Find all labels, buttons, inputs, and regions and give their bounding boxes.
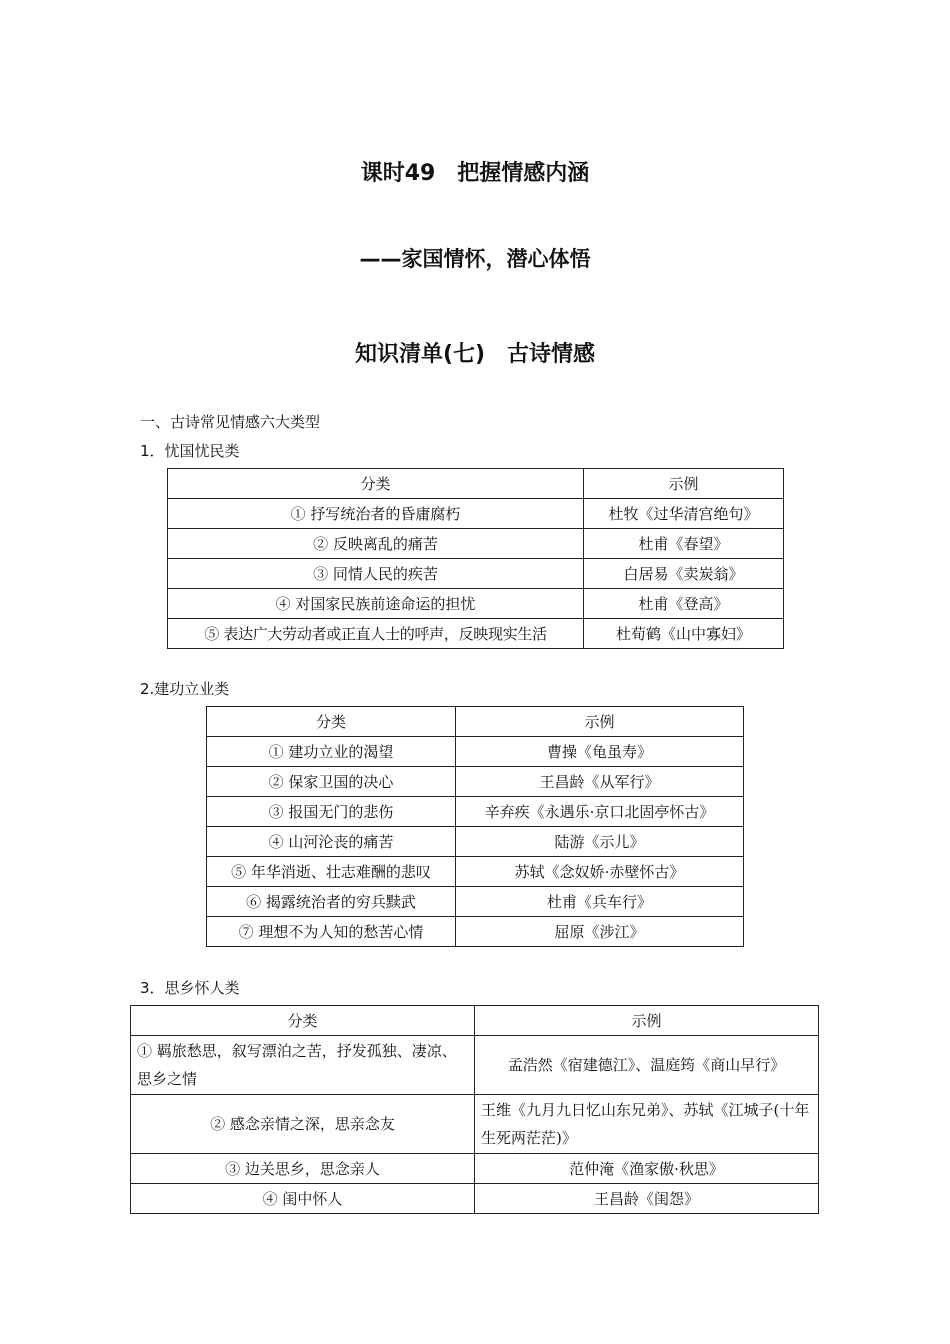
table-row xyxy=(168,499,784,529)
category-cell: ② 保家卫国的决心 xyxy=(207,767,456,797)
group1-heading: 1．忧国忧民类 xyxy=(140,442,240,460)
example-cell: 杜甫《兵车行》 xyxy=(456,887,744,917)
example-cell: 陆游《示儿》 xyxy=(456,827,744,857)
table-row xyxy=(207,797,744,827)
table-row xyxy=(207,887,744,917)
example-cell: 杜甫《登高》 xyxy=(584,589,784,619)
category-cell: ⑤ 表达广大劳动者或正直人士的呼声，反映现实生活 xyxy=(168,619,584,649)
lesson-title: 课时49 把握情感内涵 xyxy=(360,161,590,186)
example-cell: 杜甫《春望》 xyxy=(584,529,784,559)
group2-table xyxy=(206,706,744,947)
example-header: 示例 xyxy=(475,1006,819,1036)
table-row xyxy=(168,619,784,649)
group2-heading: 2.建功立业类 xyxy=(140,680,230,698)
category-cell: ④ 山河沦丧的痛苦 xyxy=(207,827,456,857)
example-cell: 杜荀鹤《山中寡妇》 xyxy=(584,619,784,649)
table-row xyxy=(207,917,744,947)
table-row xyxy=(131,1095,819,1154)
example-header: 示例 xyxy=(584,469,784,499)
section-heading: 一、古诗常见情感六大类型 xyxy=(140,413,321,431)
category-cell: ⑦ 理想不为人知的愁苦心情 xyxy=(207,917,456,947)
category-cell: ④ 闺中怀人 xyxy=(131,1184,475,1214)
category-cell: ⑤ 年华消逝、壮志难酬的悲叹 xyxy=(207,857,456,887)
table-row xyxy=(207,857,744,887)
category-cell: ① 羁旅愁思，叙写漂泊之苦，抒发孤独、凄凉、思乡之情 xyxy=(131,1036,475,1095)
example-cell: 王维《九月九日忆山东兄弟》、苏轼《江城子(十年生死两茫茫)》 xyxy=(475,1095,819,1154)
knowledge-list-title: 知识清单(七) 古诗情感 xyxy=(354,342,596,367)
example-cell: 曹操《龟虽寿》 xyxy=(456,737,744,767)
category-cell: ② 感念亲情之深，思亲念友 xyxy=(131,1095,475,1154)
group1-table xyxy=(167,468,784,649)
table-row xyxy=(168,589,784,619)
category-header: 分类 xyxy=(131,1006,475,1036)
example-cell: 王昌龄《闺怨》 xyxy=(475,1184,819,1214)
table-row xyxy=(207,737,744,767)
group3-heading: 3．思乡怀人类 xyxy=(140,979,240,997)
example-cell: 屈原《涉江》 xyxy=(456,917,744,947)
table-row xyxy=(131,1036,819,1095)
category-cell: ② 反映离乱的痛苦 xyxy=(168,529,584,559)
table-row xyxy=(207,767,744,797)
table-row xyxy=(131,1154,819,1184)
table-row xyxy=(207,827,744,857)
example-cell: 杜牧《过华清宫绝句》 xyxy=(584,499,784,529)
category-cell: ③ 同情人民的疾苦 xyxy=(168,559,584,589)
lesson-subtitle: ——家国情怀，潜心体悟 xyxy=(359,247,591,271)
table-row xyxy=(131,1184,819,1214)
example-cell: 苏轼《念奴娇·赤壁怀古》 xyxy=(456,857,744,887)
example-cell: 范仲淹《渔家傲·秋思》 xyxy=(475,1154,819,1184)
table-row xyxy=(168,559,784,589)
category-cell: ① 建功立业的渴望 xyxy=(207,737,456,767)
table-header-row xyxy=(131,1006,819,1036)
category-cell: ① 抒写统治者的昏庸腐朽 xyxy=(168,499,584,529)
category-header: 分类 xyxy=(207,707,456,737)
example-cell: 王昌龄《从军行》 xyxy=(456,767,744,797)
example-cell: 白居易《卖炭翁》 xyxy=(584,559,784,589)
example-header: 示例 xyxy=(456,707,744,737)
category-cell: ④ 对国家民族前途命运的担忧 xyxy=(168,589,584,619)
group3-table xyxy=(130,1005,819,1214)
example-cell: 孟浩然《宿建德江》、温庭筠《商山早行》 xyxy=(475,1036,819,1095)
table-header-row xyxy=(207,707,744,737)
category-cell: ③ 报国无门的悲伤 xyxy=(207,797,456,827)
table-row xyxy=(168,529,784,559)
category-cell: ⑥ 揭露统治者的穷兵黩武 xyxy=(207,887,456,917)
table-header-row xyxy=(168,469,784,499)
example-cell: 辛弃疾《永遇乐·京口北固亭怀古》 xyxy=(456,797,744,827)
category-header: 分类 xyxy=(168,469,584,499)
category-cell: ③ 边关思乡，思念亲人 xyxy=(131,1154,475,1184)
